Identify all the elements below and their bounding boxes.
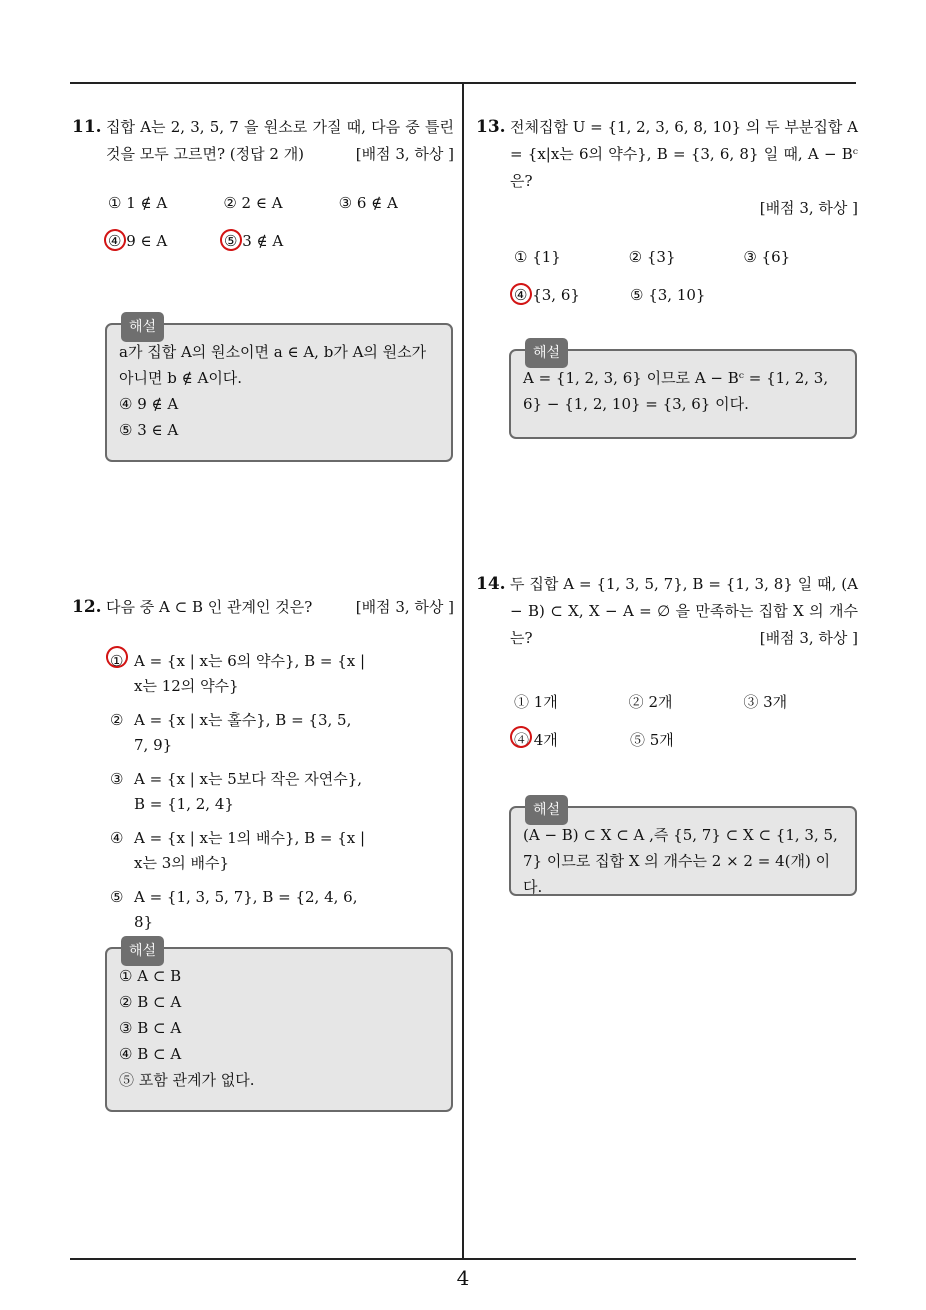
choice-3[interactable]: ③ 3개 [743,692,788,711]
solution-tag: 해설 [121,312,164,342]
solution-line: A = {1, 2, 3, 6} 이므로 A − Bᶜ = {1, 2, 3, 6} − {1, 2, 10} = {3, 6} 이다. [523,369,829,413]
choice-5[interactable] [224,232,340,250]
choice-text: A = {x | x는 홀수}, B = {3, 5, 7, 9} [134,711,352,754]
question-text: 두 집합 A = {1, 3, 5, 7}, B = {1, 3, 8} 일 때, (A − B) ⊂ X, X − A = ∅ 을 만족하는 집합 X 의 개수는? [510,575,858,647]
solution-line: a가 집합 A의 원소이면 a ∈ A, b가 A의 원소가 아니면 b ∉ A이다. [119,343,427,387]
choice-number: ③ [110,770,124,788]
choice-1[interactable]: ① 1개 [514,692,558,711]
score-label: [배점 3, 하상 ] [759,199,858,217]
choice-4[interactable] [514,729,630,750]
question-number: 13. [476,117,506,137]
choice-number: ⑤ [110,888,124,906]
choice-4[interactable] [514,286,630,304]
column-divider [462,84,464,1260]
question-14 [476,571,858,758]
question-number: 12. [72,597,102,617]
choice-4-label: ④ {3, 6} [514,286,580,304]
question-13 [476,114,858,314]
choice-1[interactable]: ① {1} [514,248,561,266]
choice-4[interactable] [108,232,224,250]
solution-line: ④ B ⊂ A [119,1045,182,1063]
solution-tag: 해설 [121,936,164,966]
question-11 [72,114,454,260]
score-label: [배점 3, 하상 ] [355,598,454,616]
solution-line: ③ B ⊂ A [119,1019,182,1037]
solution-line: ② B ⊂ A [119,993,182,1011]
choice-number: ① [110,652,124,670]
bottom-rule [70,1258,856,1260]
choice-number: ④ [110,829,124,847]
solution-box-14 [509,802,857,896]
choice-number: ② [110,711,124,729]
score-label: [배점 3, 하상 ] [759,629,858,647]
choice-text: A = {x | x는 5보다 작은 자연수}, B = {1, 2, 4} [134,770,363,813]
solution-line: ① A ⊂ B [119,967,182,985]
question-12 [72,594,454,944]
solution-line: (A − B) ⊂ X ⊂ A ,즉 {5, 7} ⊂ X ⊂ {1, 3, 5, 7} 이므로 집합 X 의 개수는 2 × 2 = 4(개) 이다. [523,826,838,896]
question-text: 집합 A는 2, 3, 5, 7 을 원소로 가질 때, 다음 중 틀린 것을 모두 고르면? (정답 2 개) [106,118,454,163]
choice-5-label: ⑤ 3 ∉ A [224,232,284,250]
solution-box-13 [509,345,857,439]
solution-line: ⑤ 포함 관계가 없다. [119,1071,255,1089]
choice-4-label: ④ 4개 [514,730,558,749]
choice-5[interactable]: ⑤ 5개 [630,730,674,749]
solution-line: ④ 9 ∉ A [119,395,179,413]
choice-text: A = {x | x는 1의 배수}, B = {x | x는 3의 배수} [134,829,366,872]
choice-text: A = {1, 3, 5, 7}, B = {2, 4, 6, 8} [134,888,358,931]
choice-3[interactable] [110,767,370,817]
choice-3[interactable]: ③ {6} [743,248,791,266]
choice-2[interactable]: ② 2개 [628,692,673,711]
solution-line: ⑤ 3 ∈ A [119,421,179,439]
choice-4[interactable] [110,826,370,876]
solution-tag: 해설 [525,338,568,368]
choice-5[interactable] [110,885,370,935]
question-text: 전체집합 U = {1, 2, 3, 6, 8, 10} 의 두 부분집합 A = {x|x는 6의 약수}, B = {3, 6, 8} 일 때, A − Bᶜ 은? [510,118,858,190]
choice-5[interactable]: ⑤ {3, 10} [630,286,706,304]
page-number: 4 [456,1266,470,1290]
choice-3[interactable]: ③ 6 ∉ A [338,194,398,212]
choice-2[interactable]: ② 2 ∈ A [223,194,283,212]
choice-4-label: ④ 9 ∈ A [108,232,168,250]
choice-text: A = {x | x는 6의 약수}, B = {x | x는 12의 약수} [134,652,366,695]
solution-box-11 [105,319,453,462]
choice-2[interactable]: ② {3} [628,248,676,266]
solution-box-12 [105,943,453,1112]
question-number: 11. [72,117,102,137]
choice-2[interactable] [110,708,370,758]
question-number: 14. [476,574,506,594]
choice-1[interactable] [110,649,370,699]
question-text: 다음 중 A ⊂ B 인 관계인 것은? [106,598,313,616]
choice-1[interactable]: ① 1 ∉ A [108,194,168,212]
score-label: [배점 3, 하상 ] [355,145,454,163]
solution-tag: 해설 [525,795,568,825]
